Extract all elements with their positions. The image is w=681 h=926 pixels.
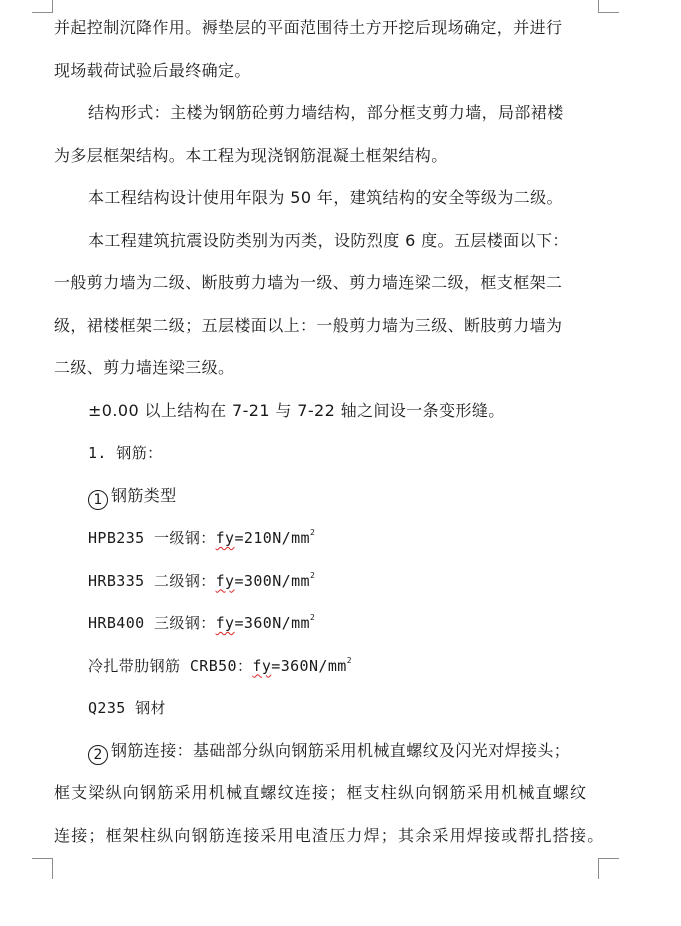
- yield-strength-value: =360N/mm: [234, 614, 310, 632]
- subheading-line: [54, 475, 606, 518]
- paragraph-line: ±0.00 以上结构在 7-21 与 7-22 轴之间设一条变形缝。: [88, 400, 505, 420]
- crop-mark-bottom-left: [32, 858, 53, 879]
- paragraph-line: Q235 钢材: [88, 699, 166, 717]
- paragraph-line: 框支梁纵向钢筋采用机械直螺纹连接；框支柱纵向钢筋采用机械直螺纹: [54, 783, 588, 802]
- paragraph-line: 并起控制沉降作用。褥垫层的平面范围待土方开挖后现场确定，并进行: [54, 18, 563, 37]
- steel-grade-line: [54, 602, 606, 645]
- yield-strength: [216, 614, 316, 632]
- unit-exponent: 2: [309, 570, 316, 580]
- yield-strength-value: =210N/mm: [234, 529, 310, 547]
- steel-grade-line: [54, 517, 606, 560]
- circled-number-marker: 1: [88, 490, 108, 510]
- steel-grade-label: 冷扎带肋钢筋 CRB50：: [88, 656, 253, 675]
- yield-strength: [216, 572, 316, 590]
- unit-exponent: 2: [346, 655, 352, 665]
- paragraph-line: 为多层框架结构。本工程为现浇钢筋混凝土框架结构。: [54, 145, 448, 165]
- yield-strength: [216, 529, 316, 547]
- steel-grade-label: HRB335 二级钢：: [88, 571, 216, 590]
- crop-mark-top-left: [32, 0, 53, 13]
- spellcheck-flag: fy: [215, 614, 235, 632]
- spellcheck-flag: fy: [215, 529, 235, 547]
- paragraph-line: 连接；框架柱纵向钢筋连接采用电渣压力焊；其余采用焊接或帮扎搭接。: [54, 825, 605, 845]
- yield-strength-value: =300N/mm: [234, 571, 310, 590]
- paragraph-line: 本工程结构设计使用年限为 50 年，建筑结构的安全等级为二级。: [88, 188, 563, 207]
- paragraph-line: 二级、剪力墙连梁三级。: [54, 358, 235, 377]
- subheading-text: 钢筋类型: [111, 485, 177, 505]
- paragraph-line: 一般剪力墙为二级、断肢剪力墙为一级、剪力墙连梁二级，框支框架二: [54, 273, 563, 292]
- steel-grade-label: HPB235 一级钢：: [88, 529, 216, 547]
- paragraph-line: 现场载荷试验后最终确定。: [54, 60, 251, 80]
- steel-grade-label: HRB400 三级钢：: [88, 614, 216, 632]
- yield-strength: [252, 657, 352, 675]
- subheading-line: [54, 730, 606, 773]
- yield-strength-value: =360N/mm: [271, 656, 347, 675]
- document-body[interactable]: [54, 7, 606, 857]
- paragraph-line: 级，裙楼框架二级；五层楼面以上：一般剪力墙为三级、断肢剪力墙为: [54, 315, 563, 335]
- section-heading: 1. 钢筋：: [88, 444, 163, 462]
- circled-number-marker: 2: [88, 745, 108, 765]
- paragraph-line: 本工程建筑抗震设防类别为丙类，设防烈度 6 度。五层楼面以下：: [88, 230, 569, 250]
- steel-grade-line: [54, 560, 606, 603]
- spellcheck-flag: fy: [215, 571, 235, 590]
- crop-mark-bottom-right: [598, 858, 619, 879]
- unit-exponent: 2: [309, 613, 316, 622]
- steel-grade-line: [54, 645, 606, 688]
- paragraph-line: 结构形式：主楼为钢筋砼剪力墙结构，部分框支剪力墙，局部裙楼: [88, 103, 564, 122]
- unit-exponent: 2: [309, 528, 316, 537]
- paragraph-text: 钢筋连接：基础部分纵向钢筋采用机械直螺纹及闪光对焊接头；: [111, 740, 571, 760]
- spellcheck-flag: fy: [252, 656, 272, 675]
